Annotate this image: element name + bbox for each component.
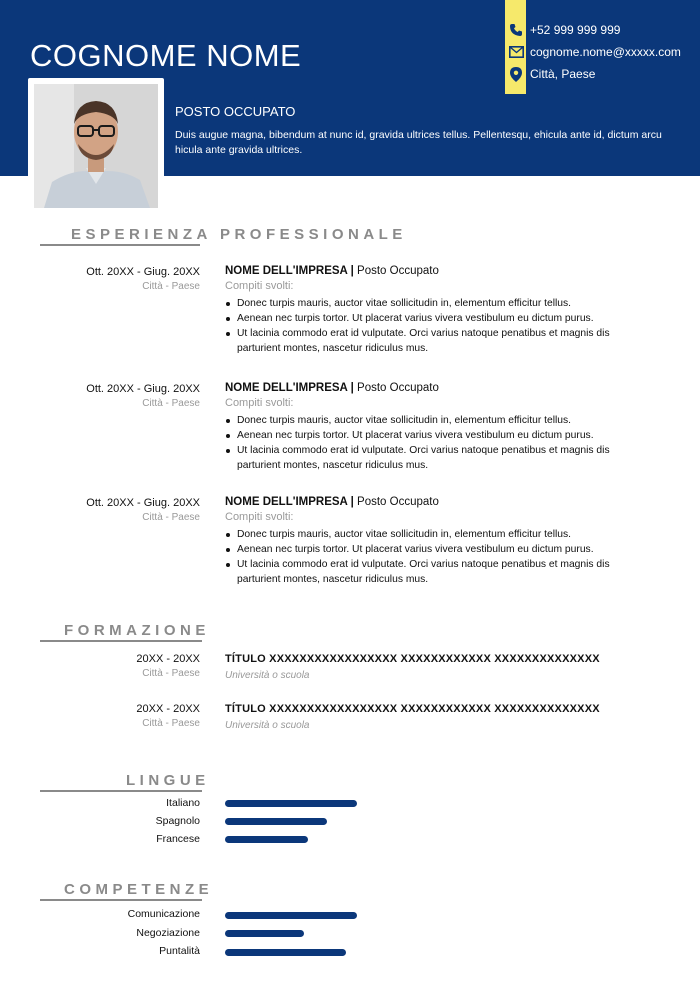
job-place: Città - Paese: [142, 512, 200, 523]
skill-label: Puntalità: [159, 945, 200, 957]
experience-section-heading: [40, 226, 407, 248]
duties-label: Compiti svolti:: [225, 397, 294, 409]
company-name: NOME DELL'IMPRESA |: [225, 496, 354, 508]
experience-item-2: [225, 382, 645, 473]
duty-item: Ut lacinia commodo erat id vulputate. Orci varius natoque penatibus et magnis dis parturient montes, nascetur ridiculus mus.: [225, 443, 645, 473]
job-date: Ott. 20XX - Giug. 20XX: [86, 497, 200, 509]
contact-phone: [508, 22, 620, 38]
full-name: COGNOME NOME: [30, 38, 302, 73]
job-position: Posto Occupato: [353, 382, 439, 394]
job-title: POSTO OCCUPATO: [175, 104, 296, 119]
profile-summary: Duis augue magna, bibendum at nunc id, gravida ultrices tellus. Pellentesqu, ehicula ante id, dictum arcu hicula ante gravida ultrices.: [175, 129, 662, 156]
duty-item: Aenean nec turpis tortor. Ut placerat varius vivera vestibulum eu dictum purus.: [225, 311, 645, 326]
duty-item: Donec turpis mauris, auctor vitae sollicitudin in, elementum efficitur tellus.: [225, 527, 645, 542]
section-rule: [40, 244, 200, 246]
degree-title: TÍTULO XXXXXXXXXXXXXXXXX XXXXXXXXXXXX XXXXXXXXXXXXXX: [225, 653, 600, 665]
experience-dates-1: [86, 266, 200, 292]
job-date: Ott. 20XX - Giug. 20XX: [86, 383, 200, 395]
education-item-1: [225, 653, 645, 681]
duties-label: Compiti svolti:: [225, 511, 294, 523]
duties-list: [225, 296, 645, 356]
phone-number[interactable]: +52 999 999 999: [530, 23, 621, 37]
duty-item: Aenean nec turpis tortor. Ut placerat varius vivera vestibulum eu dictum purus.: [225, 428, 645, 443]
language-label: Italiano: [166, 797, 200, 809]
language-level-bar: [225, 836, 308, 843]
company-name: NOME DELL'IMPRESA |: [225, 265, 354, 277]
map-pin-icon: [508, 66, 524, 82]
job-company-line: [225, 496, 645, 508]
duty-item: Donec turpis mauris, auctor vitae sollicitudin in, elementum efficitur tellus.: [225, 413, 645, 428]
location: Città, Paese: [530, 67, 596, 81]
education-place: Città - Paese: [142, 668, 200, 679]
language-level-bar: [225, 800, 357, 807]
education-date: 20XX - 20XX: [136, 653, 200, 665]
job-company-line: [225, 382, 645, 394]
education-dates-1: [136, 653, 200, 679]
school-name: Università o scuola: [225, 670, 310, 681]
section-title: FORMAZIONE: [64, 622, 210, 639]
duties-list: [225, 527, 645, 587]
education-item-2: [225, 703, 645, 731]
job-position: Posto Occupato: [353, 265, 439, 277]
education-place: Città - Paese: [142, 718, 200, 729]
contact-location: [508, 66, 595, 82]
language-level-bar: [225, 818, 327, 825]
language-label: Francese: [156, 833, 200, 845]
school-name: Università o scuola: [225, 720, 310, 731]
email-address[interactable]: cognome.nome@xxxxx.com: [530, 45, 681, 59]
language-label: Spagnolo: [155, 815, 200, 827]
duty-item: Donec turpis mauris, auctor vitae sollicitudin in, elementum efficitur tellus.: [225, 296, 645, 311]
section-title: ESPERIENZA PROFESSIONALE: [71, 226, 407, 243]
profile-photo-frame: [28, 78, 164, 214]
section-rule: [40, 790, 202, 792]
profile-photo: [34, 84, 158, 208]
skill-level-bar: [225, 930, 304, 937]
job-company-line: [225, 265, 645, 277]
job-date: Ott. 20XX - Giug. 20XX: [86, 266, 200, 278]
envelope-icon: [508, 44, 524, 60]
education-dates-2: [136, 703, 200, 729]
experience-dates-2: [86, 383, 200, 409]
languages-section-heading: [40, 772, 210, 794]
experience-item-1: [225, 265, 645, 356]
education-section-heading: [40, 622, 210, 644]
skill-level-bar: [225, 949, 346, 956]
skill-label: Comunicazione: [127, 908, 200, 920]
degree-title: TÍTULO XXXXXXXXXXXXXXXXX XXXXXXXXXXXX XXXXXXXXXXXXXX: [225, 703, 600, 715]
skill-level-bar: [225, 912, 357, 919]
duties-list: [225, 413, 645, 473]
phone-icon: [508, 22, 524, 38]
education-date: 20XX - 20XX: [136, 703, 200, 715]
section-rule: [40, 899, 202, 901]
company-name: NOME DELL'IMPRESA |: [225, 382, 354, 394]
experience-item-3: [225, 496, 645, 587]
skills-section-heading: [40, 881, 213, 903]
duty-item: Ut lacinia commodo erat id vulputate. Orci varius natoque penatibus et magnis dis parturient montes, nascetur ridiculus mus.: [225, 326, 645, 356]
duty-item: Aenean nec turpis tortor. Ut placerat varius vivera vestibulum eu dictum purus.: [225, 542, 645, 557]
contact-email: [508, 44, 681, 60]
section-title: COMPETENZE: [64, 881, 214, 898]
job-place: Città - Paese: [142, 398, 200, 409]
experience-dates-3: [86, 497, 200, 523]
section-rule: [40, 640, 202, 642]
job-position: Posto Occupato: [353, 496, 439, 508]
skill-label: Negoziazione: [136, 927, 200, 939]
duties-label: Compiti svolti:: [225, 280, 294, 292]
job-place: Città - Paese: [142, 281, 200, 292]
section-title: LINGUE: [126, 772, 210, 789]
duty-item: Ut lacinia commodo erat id vulputate. Orci varius natoque penatibus et magnis dis parturient montes, nascetur ridiculus mus.: [225, 557, 645, 587]
